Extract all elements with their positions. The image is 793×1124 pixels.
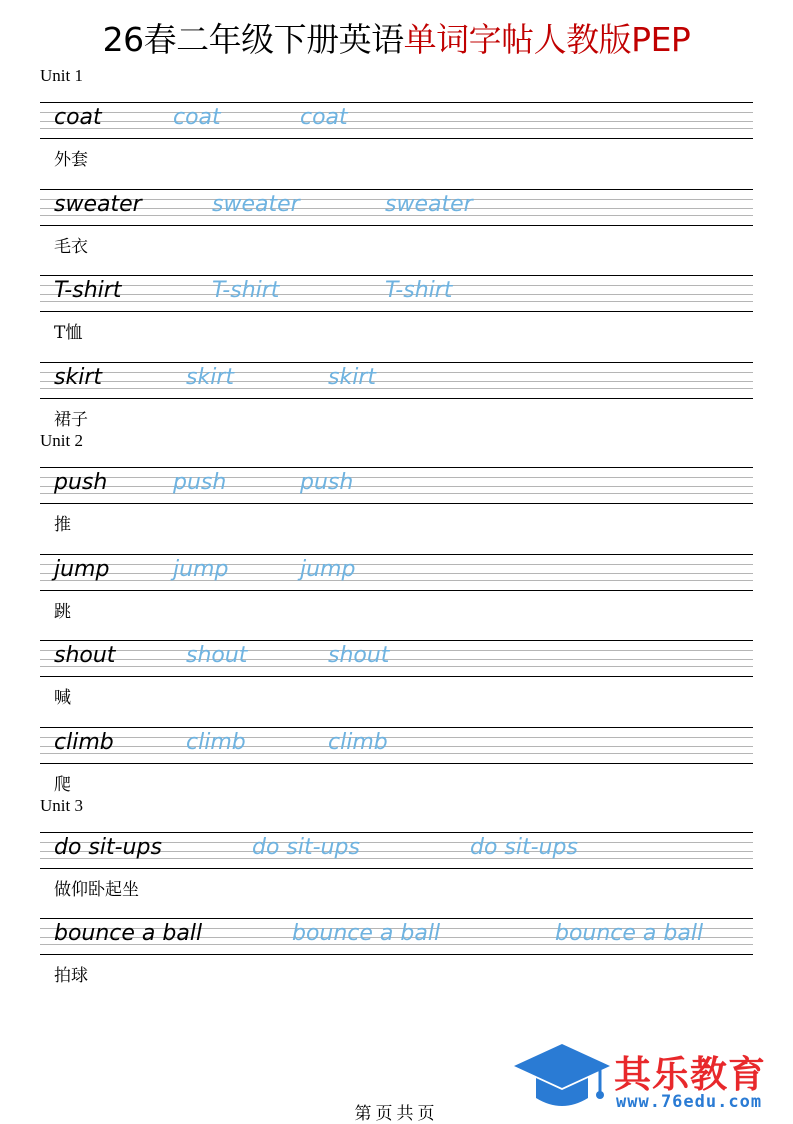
page-footer: 第页共页	[354, 1104, 439, 1124]
unit-label: Unit 2	[40, 430, 83, 450]
word-trace: sweater	[385, 191, 473, 217]
word-trace: jump	[173, 556, 229, 582]
word-trace: bounce a ball	[555, 921, 704, 947]
writing-guide-line	[40, 467, 753, 468]
writing-guide-line	[40, 666, 753, 667]
word-chinese-meaning: 喊	[54, 688, 71, 709]
writing-guide-line	[40, 388, 753, 389]
writing-guide-line	[40, 225, 753, 226]
word-english: climb	[54, 729, 114, 755]
word-english: jump	[54, 556, 110, 582]
word-english: sweater	[54, 191, 142, 217]
writing-guide-line	[40, 398, 753, 399]
page-title	[0, 18, 793, 62]
brand-name: 其乐教育	[614, 1053, 766, 1096]
unit-label: Unit 1	[40, 66, 83, 85]
writing-guide-line	[40, 102, 753, 103]
title-part-red: 单词字帖人教版PEP	[403, 20, 691, 59]
writing-guide-line	[40, 311, 753, 312]
word-trace: T-shirt	[212, 278, 280, 304]
word-english: shout	[54, 643, 116, 669]
writing-guide-line	[40, 573, 753, 574]
writing-guide-line	[40, 590, 753, 591]
writing-guide-line	[40, 275, 753, 276]
graduation-cap-icon	[512, 1040, 612, 1118]
writing-guide-line	[40, 486, 753, 487]
word-trace: do sit-ups	[252, 834, 360, 860]
word-trace: skirt	[328, 365, 376, 391]
word-english: do sit-ups	[54, 834, 162, 860]
word-chinese-meaning: 毛衣	[54, 236, 88, 257]
writing-guide-line	[40, 128, 753, 129]
word-chinese-meaning: 裙子	[54, 410, 88, 431]
word-trace: T-shirt	[385, 278, 453, 304]
writing-guide-line	[40, 727, 753, 728]
word-trace: skirt	[186, 365, 234, 391]
writing-guide-line	[40, 381, 753, 382]
writing-guide-line	[40, 564, 753, 565]
writing-guide-line	[40, 650, 753, 651]
word-chinese-meaning: 外套	[54, 150, 88, 170]
title-part-black: 26春二年级下册英语	[102, 20, 404, 59]
unit-label: Unit 3	[40, 795, 83, 815]
word-english: skirt	[54, 365, 102, 391]
word-chinese-meaning: 拍球	[54, 966, 88, 987]
word-trace: push	[300, 469, 354, 495]
word-chinese-meaning: 爬	[54, 774, 71, 795]
word-english: push	[54, 469, 108, 495]
writing-guide-line	[40, 676, 753, 677]
writing-guide-line	[40, 189, 753, 190]
word-trace: coat	[173, 105, 221, 130]
writing-guide-line	[40, 580, 753, 581]
word-trace: push	[173, 469, 227, 495]
writing-guide-line	[40, 138, 753, 139]
word-english: T-shirt	[54, 278, 122, 304]
writing-guide-line	[40, 640, 753, 641]
word-trace: climb	[328, 729, 388, 755]
writing-guide-line	[40, 112, 753, 113]
writing-guide-line	[40, 832, 753, 833]
writing-guide-line	[40, 659, 753, 660]
writing-guide-line	[40, 868, 753, 869]
word-trace: shout	[186, 643, 248, 669]
word-trace: do sit-ups	[470, 834, 578, 860]
word-trace: bounce a ball	[292, 921, 441, 947]
writing-guide-line	[40, 918, 753, 919]
writing-guide-line	[40, 737, 753, 738]
writing-guide-line	[40, 753, 753, 754]
writing-guide-line	[40, 362, 753, 363]
writing-guide-line	[40, 954, 753, 955]
word-chinese-meaning: T恤	[54, 323, 83, 344]
word-trace: shout	[328, 643, 390, 669]
brand-url: www.76edu.com	[616, 1092, 763, 1112]
writing-guide-line	[40, 493, 753, 494]
word-chinese-meaning: 推	[54, 514, 71, 535]
word-english: coat	[54, 105, 102, 130]
writing-guide-line	[40, 121, 753, 122]
writing-guide-line	[40, 372, 753, 373]
word-english: bounce a ball	[54, 921, 203, 947]
word-chinese-meaning: 做仰卧起坐	[54, 879, 139, 900]
word-chinese-meaning: 跳	[54, 601, 71, 622]
writing-guide-line	[40, 503, 753, 504]
word-trace: coat	[300, 105, 348, 130]
writing-guide-line	[40, 477, 753, 478]
writing-guide-line	[40, 763, 753, 764]
word-trace: jump	[300, 556, 356, 582]
word-trace: climb	[186, 729, 246, 755]
word-trace: sweater	[212, 191, 300, 217]
brand-logo	[512, 1040, 787, 1118]
writing-guide-line	[40, 746, 753, 747]
writing-guide-line	[40, 554, 753, 555]
